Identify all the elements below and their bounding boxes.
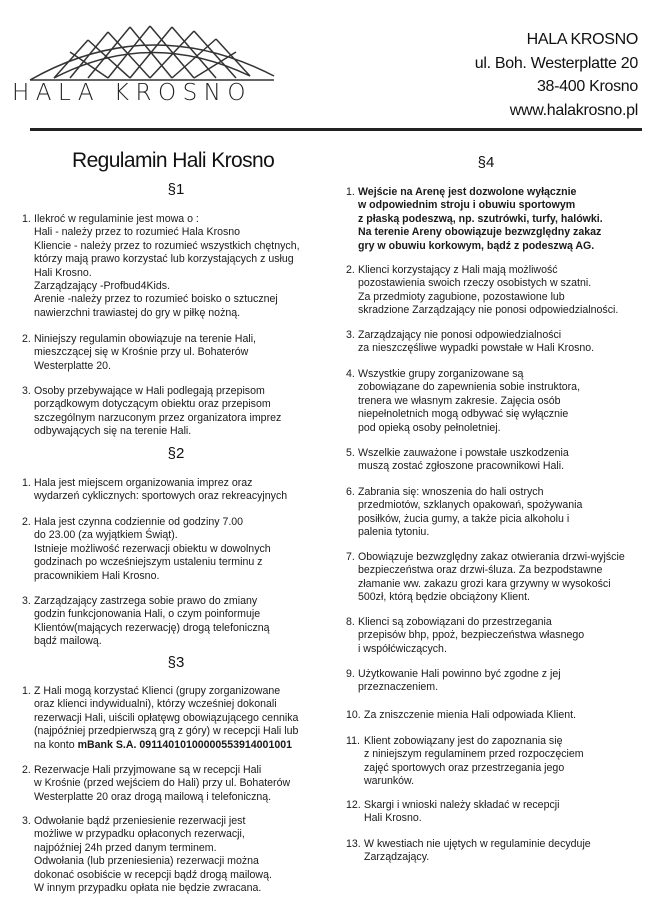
item-number: 9. <box>346 668 355 680</box>
s4-item-4 <box>346 368 646 435</box>
s4-item-12 <box>346 799 646 826</box>
s4-item-9 <box>346 668 646 695</box>
item-number: 2. <box>22 333 31 345</box>
item-text: Wejście na Arenę jest dozwolone wyłącznie w odpowiednim stroju i obuwiu sportowym z płaską podeszwą, np. szutrówki, turfy, halówki. Na terenie Areny obowiązuje bezwzględny zakaz gry w obuwiu korkowym, bądź z podeszwą AG. <box>358 186 603 252</box>
item-text: Odwołanie bądź przeniesienie rezerwacji jest możliwe w przypadku opłaconych rezerwacji, najpóźniej 24h przed danym terminem. Odwołania (lub przeniesienia) rezerwacji można dokonać osobiście w recepcji bądź drogą mailową. W innym przypadku opłata nie będzie zwracana. <box>34 815 272 895</box>
item-number: 1. <box>22 685 31 697</box>
item-text: Wszelkie zauważone i powstałe uszkodzenia muszą zostać zgłoszone pracownikowi Hali. <box>358 447 569 473</box>
item-number: 5. <box>346 447 355 459</box>
item-number: 8. <box>346 616 355 628</box>
s4-item-8 <box>346 616 646 656</box>
item-text: Skargi i wnioski należy składać w recepcji Hali Krosno. <box>364 799 560 825</box>
item-text: Zarządzający zastrzega sobie prawo do zmiany godzin funkcjonowania Hali, o czym poinformuje Klientów(mających rezerwację) drogą telefoniczną bądź mailową. <box>34 595 270 648</box>
item-text: Hala jest czynna codziennie od godziny 7.00 do 23.00 (za wyjątkiem Świąt). Istnieje możliwość rezerwacji obiektu w dowolnych godzinach po wcześniejszym ustaleniu terminu z pracownikiem Hali Krosno. <box>34 516 271 582</box>
item-number: 3. <box>22 385 31 397</box>
contact-block <box>475 28 638 122</box>
item-number: 12. <box>346 799 361 811</box>
item-number: 7. <box>346 551 355 563</box>
s4-item-5 <box>346 447 646 474</box>
section-3-heading: §3 <box>167 654 185 671</box>
contact-street: ul. Boh. Westerplatte 20 <box>474 54 638 72</box>
item-number: 3. <box>22 595 31 607</box>
item-text <box>34 685 334 752</box>
item-text: Niniejszy regulamin obowiązuje na terenie Hali, mieszczącej się w Krośnie przy ul. Bohaterów Westerplatte 20. <box>34 333 256 372</box>
s3-item-3 <box>22 815 330 895</box>
item-text: Osoby przebywające w Hali podlegają przepisom porządkowym dotyczącym obiektu oraz przepisom szczególnym narzuconym przez organizatora imprez odbywających się na terenie Hali. <box>34 385 282 438</box>
item-number: 10. <box>346 709 361 721</box>
document-title: Regulamin Hali Krosno <box>72 149 275 172</box>
item-text: Zabrania się: wnoszenia do hali ostrych przedmiotów, szklanych opakowań, spożywania posiłków, żucia gumy, a także picia alkoholu i palenia tytoniu. <box>358 486 583 539</box>
item-text-plain: Z Hali mogą korzystać Klienci (grupy zorganizowane oraz klienci indywidualni), którzy wcześniej dokonali rezerwacji Hali, uiścili opłatęwg obowiązującego cennika (najpóźniej przedpierwszą grą z góry) w recepcji Hali lub na konto <box>34 685 299 751</box>
logo-wordmark: HALA KROSNO <box>12 80 252 106</box>
s1-item-2 <box>22 333 330 373</box>
s4-item-10 <box>346 709 646 722</box>
contact-name: HALA KROSNO <box>526 31 638 48</box>
item-text: Rezerwacje Hali przyjmowane są w recepcji Hali w Krośnie (przed wejściem do Hali) przy ul. Bohaterów Westerplatte 20 oraz drogą mailową i telefoniczną. <box>34 764 291 803</box>
item-text: Za zniszczenie mienia Hali odpowiada Klient. <box>364 709 576 721</box>
section-1-heading: §1 <box>167 181 185 198</box>
item-text: Wszystkie grupy zorganizowane są zobowiązane do zapewnienia sobie instruktora, trenera we własnym zakresie. Zajęcia osób niepełnoletnich mogą odbywać się wyłącznie pod opieką osoby pełnoletniej. <box>358 368 581 434</box>
s4-item-1 <box>346 186 646 253</box>
item-number: 3. <box>346 329 355 341</box>
item-number: 1. <box>22 213 31 225</box>
item-number: 6. <box>346 486 355 498</box>
header-divider <box>30 128 642 131</box>
item-number: 2. <box>22 764 31 776</box>
hala-krosno-logo <box>10 14 300 124</box>
s4-item-6 <box>346 486 646 540</box>
item-text: Klient zobowiązany jest do zapoznania się z niniejszym regulaminem przed rozpoczęciem zajęć sportowych oraz przestrzegania jego warunków. <box>364 735 584 788</box>
item-text: W kwestiach nie ujętych w regulaminie decyduje Zarządzający. <box>364 838 591 864</box>
item-text: Klienci korzystający z Hali mają możliwość pozostawienia swoich rzeczy osobistych w szatni. Za przedmioty zagubione, pozostawione lub skradzione Zarządzający nie ponosi odpowiedzialności. <box>358 264 619 317</box>
s4-item-2 <box>346 264 646 318</box>
bank-account: mBank S.A. 09114010100000553914001001 <box>77 738 293 751</box>
item-text: Obowiązuje bezwzględny zakaz otwierania drzwi-wyjście bezpieczeństwa oraz drzwi-śluza. Za bezpodstawne złamanie ww. zakazu grozi kara grzywny w wysokości 500zł, którą będzie obciążony Klient. <box>358 551 625 604</box>
section-4-heading: §4 <box>477 154 495 171</box>
s1-item-3 <box>22 385 330 439</box>
item-number: 3. <box>22 815 31 827</box>
item-text: Klienci są zobowiązani do przestrzegania przepisów bhp, ppoż, bezpieczeństwa własnego i współćwiczących. <box>358 616 585 655</box>
item-number: 4. <box>346 368 355 380</box>
item-number: 13. <box>346 838 361 850</box>
section-2-heading: §2 <box>167 445 185 462</box>
item-number: 1. <box>346 186 355 198</box>
s2-item-2 <box>22 516 330 583</box>
contact-website: www.halakrosno.pl <box>509 101 638 119</box>
item-text: Hala jest miejscem organizowania imprez oraz wydarzeń cyklicznych: sportowych oraz rekreacyjnych <box>34 477 288 503</box>
s4-item-3 <box>346 329 646 356</box>
item-text: Użytkowanie Hali powinno być zgodne z jej przeznaczeniem. <box>358 668 561 694</box>
contact-city: 38-400 Krosno <box>536 78 638 95</box>
s1-item-1 <box>22 213 330 320</box>
item-number: 11. <box>346 735 360 747</box>
s4-item-7 <box>346 551 656 605</box>
s2-item-1 <box>22 477 330 504</box>
s3-item-1 <box>22 685 334 752</box>
item-number: 1. <box>22 477 31 489</box>
item-text: Ilekroć w regulaminie jest mowa o : Hali - należy przez to rozumieć Hala Krosno Kliencie - należy przez to rozumieć wszystkich chętnych, którzy mają prawo korzystać lub korzystających z usług Hali Krosno. Zarządzający -Profbud4Kids. Arenie -należy przez to rozumieć boisko o sztucznej nawierzchni trawiastej do gry w piłkę nożną. <box>34 213 300 319</box>
s4-item-11 <box>346 735 646 789</box>
s4-item-13 <box>346 838 646 865</box>
item-number: 2. <box>346 264 355 276</box>
item-text: Zarządzający nie ponosi odpowiedzialności za nieszczęśliwe wypadki powstałe w Hali Krosno. <box>358 329 595 355</box>
s2-item-3 <box>22 595 330 649</box>
item-number: 2. <box>22 516 31 528</box>
s3-item-2 <box>22 764 330 804</box>
